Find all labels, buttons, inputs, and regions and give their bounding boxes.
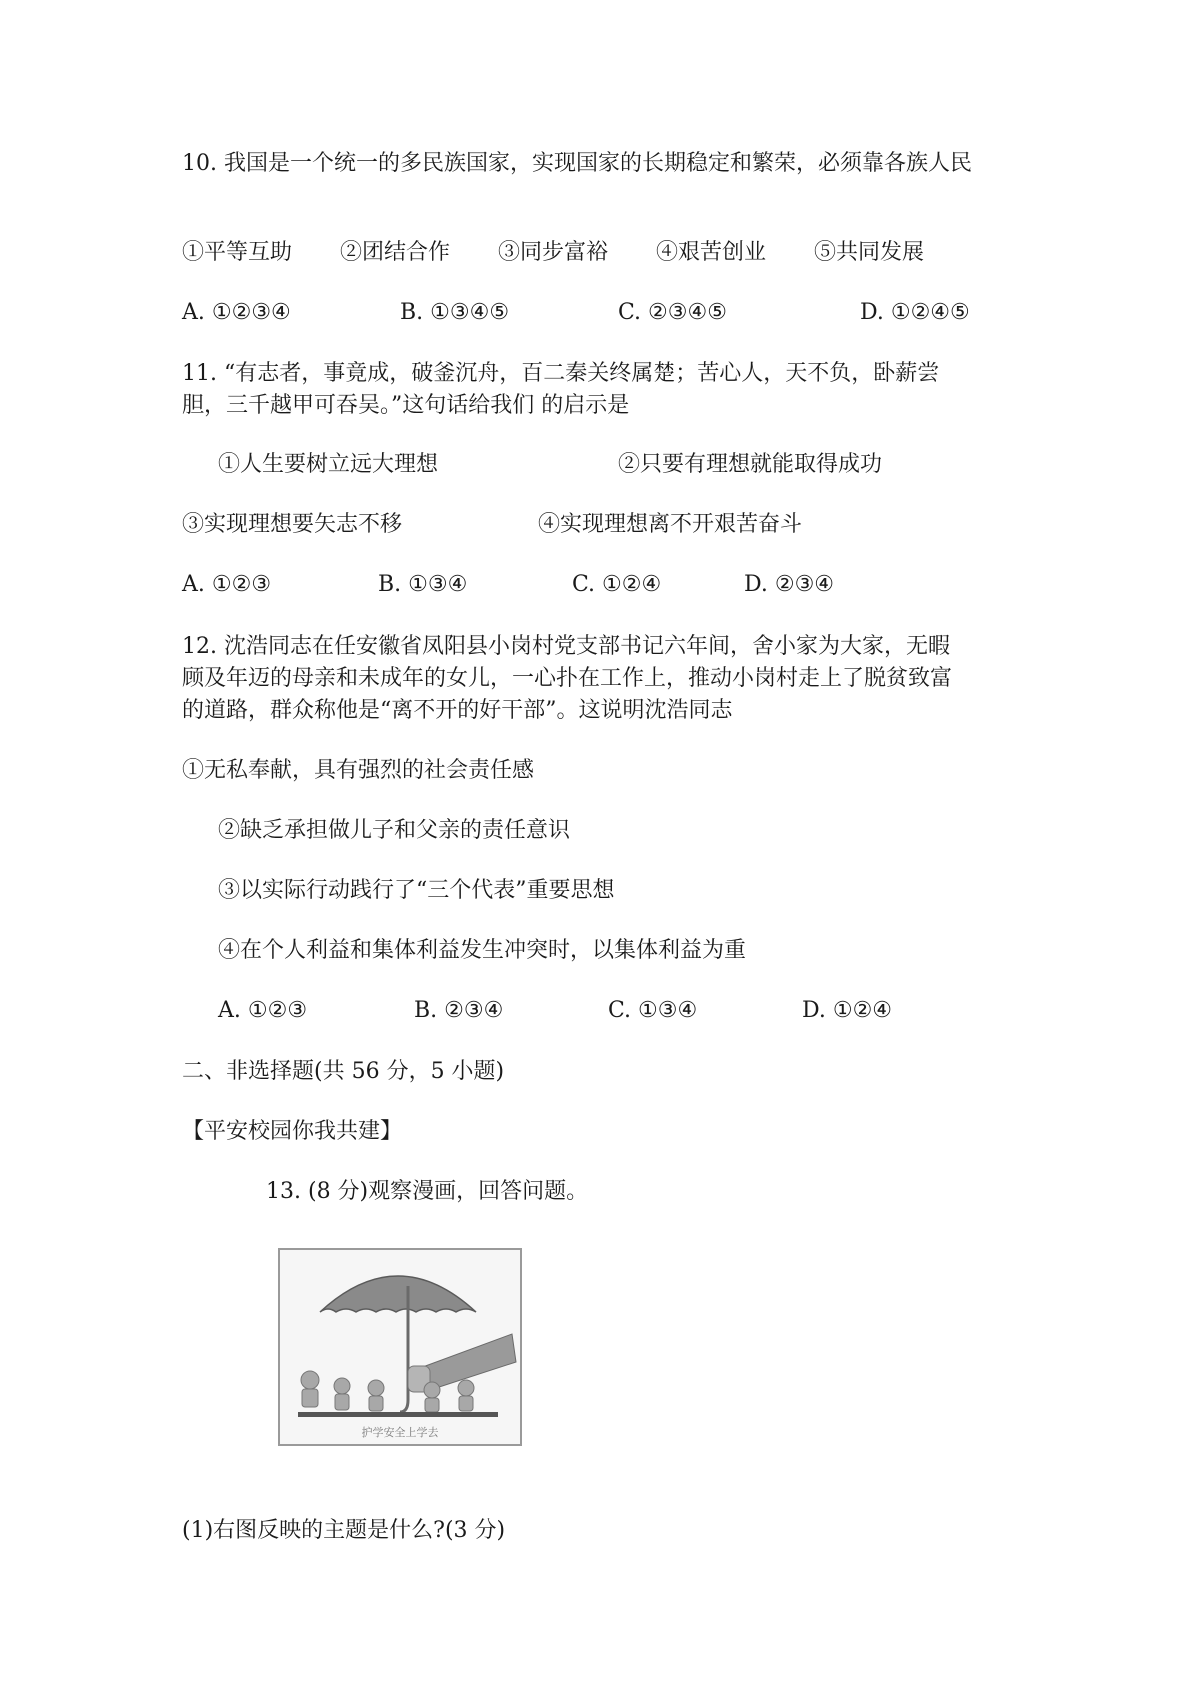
q10-item: ⑤共同发展 [814,240,925,265]
q11-items-row1 [182,448,1042,482]
q12-option-c: C. ①③④ [608,998,698,1023]
section-topic: 【平安校园你我共建】 [182,1119,403,1144]
q10-item: ①平等互助 [182,240,293,265]
q11-option-b: B. ①③④ [378,572,468,597]
q12-item1: ①无私奉献，具有强烈的社会责任感 [182,758,535,783]
q12-option-a: A. ①②③ [218,998,308,1023]
q11-option-c: C. ①②④ [572,572,662,597]
q11-items-row2 [182,508,1042,542]
umbrella-cartoon-icon [280,1250,520,1444]
q10-item: ④艰苦创业 [656,240,767,265]
q13-subquestion-1: (1)右图反映的主题是什么?(3 分) [182,1518,506,1543]
q12-item2: ②缺乏承担做儿子和父亲的责任意识 [218,818,571,843]
q11-stem-line1: 11. “有志者，事竟成，破釜沉舟，百二秦关终属楚；苦心人，天不负，卧薪尝 [182,361,940,386]
q12-item3: ③以实际行动践行了“三个代表”重要思想 [218,878,615,903]
q10-option-b: B. ①③④⑤ [400,300,510,325]
q12-stem-line3: 的道路，群众称他是“离不开的好干部”。这说明沈浩同志 [182,698,733,723]
q12-stem-line2: 顾及年迈的母亲和未成年的女儿，一心扑在工作上，推动小岗村走上了脱贫致富 [182,666,953,691]
cartoon-image [278,1248,522,1446]
q11-item3: ③实现理想要矢志不移 [182,512,403,537]
q13-stem: 13. (8 分)观察漫画，回答问题。 [266,1179,589,1204]
q10-item: ②团结合作 [340,240,451,265]
q12-stem-line1: 12. 沈浩同志在任安徽省凤阳县小岗村党支部书记六年间，舍小家为大家，无暇 [182,634,950,659]
q10-option-a: A. ①②③④ [182,300,291,325]
q12-options [218,994,1038,1028]
q10-option-d: D. ①②④⑤ [860,300,970,325]
q10-item: ③同步富裕 [498,240,609,265]
q11-option-d: D. ②③④ [744,572,835,597]
q11-item4: ④实现理想离不开艰苦奋斗 [538,512,803,537]
q12-option-d: D. ①②④ [802,998,893,1023]
cartoon-caption: 护学安全上学去 [361,1426,439,1439]
q12-option-b: B. ②③④ [414,998,504,1023]
q11-stem-line2: 胆，三千越甲可吞吴。”这句话给我们 的启示是 [182,393,630,418]
q11-item2: ②只要有理想就能取得成功 [618,452,883,477]
q11-option-a: A. ①②③ [182,572,272,597]
q11-item1: ①人生要树立远大理想 [218,452,439,477]
section-heading: 二、非选择题(共 56 分，5 小题) [182,1059,505,1084]
q12-item4: ④在个人利益和集体利益发生冲突时，以集体利益为重 [218,938,747,963]
q11-options [182,568,1042,602]
q10-option-c: C. ②③④⑤ [618,300,727,325]
q10-options [182,296,1042,330]
q10-items [182,236,1042,270]
q10-stem: 10. 我国是一个统一的多民族国家，实现国家的长期稳定和繁荣，必须靠各族人民 [182,151,972,176]
